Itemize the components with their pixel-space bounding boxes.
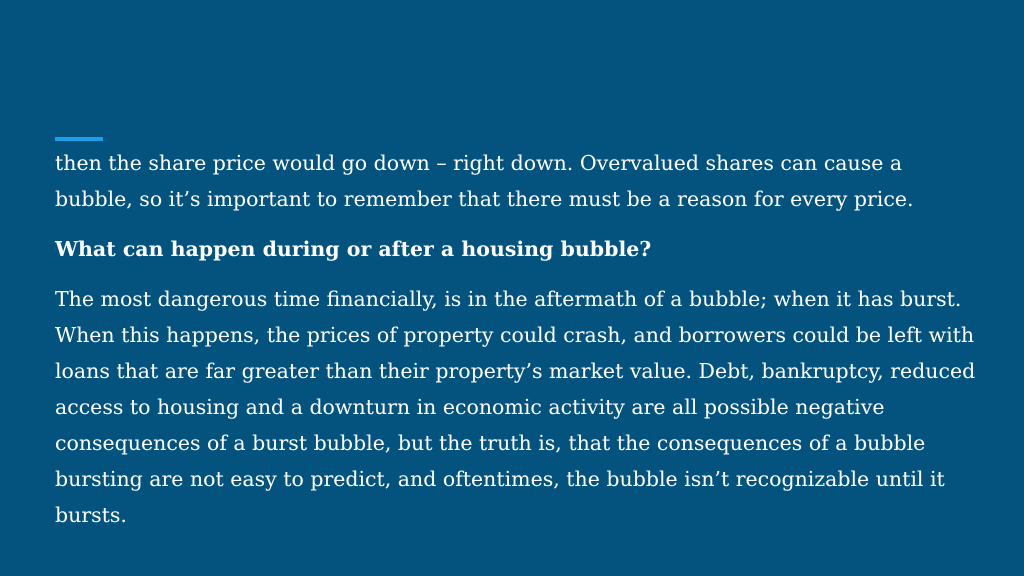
accent-bar <box>55 137 103 141</box>
intro-paragraph: then the share price would go down – right down. Overvalued shares can cause a bubble, so it’s important to remember that there must be a reason for every price. <box>55 151 914 211</box>
body-paragraph: The most dangerous time financially, is in the aftermath of a bubble; when it has burst. When this happens, the prices of property could crash, and borrowers could be left with loans that are far greater than their property’s market value. Debt, bankruptcy, reduced access to housing and a downturn in economic activity are all possible negative consequences of a burst bubble, but the truth is, that the consequences of a bubble bursting are not easy to predict, and oftentimes, the bubble isn’t recognizable until it bursts. <box>55 287 976 527</box>
section-heading: What can happen during or after a housing bubble? <box>55 237 652 261</box>
slide-content <box>55 145 985 533</box>
